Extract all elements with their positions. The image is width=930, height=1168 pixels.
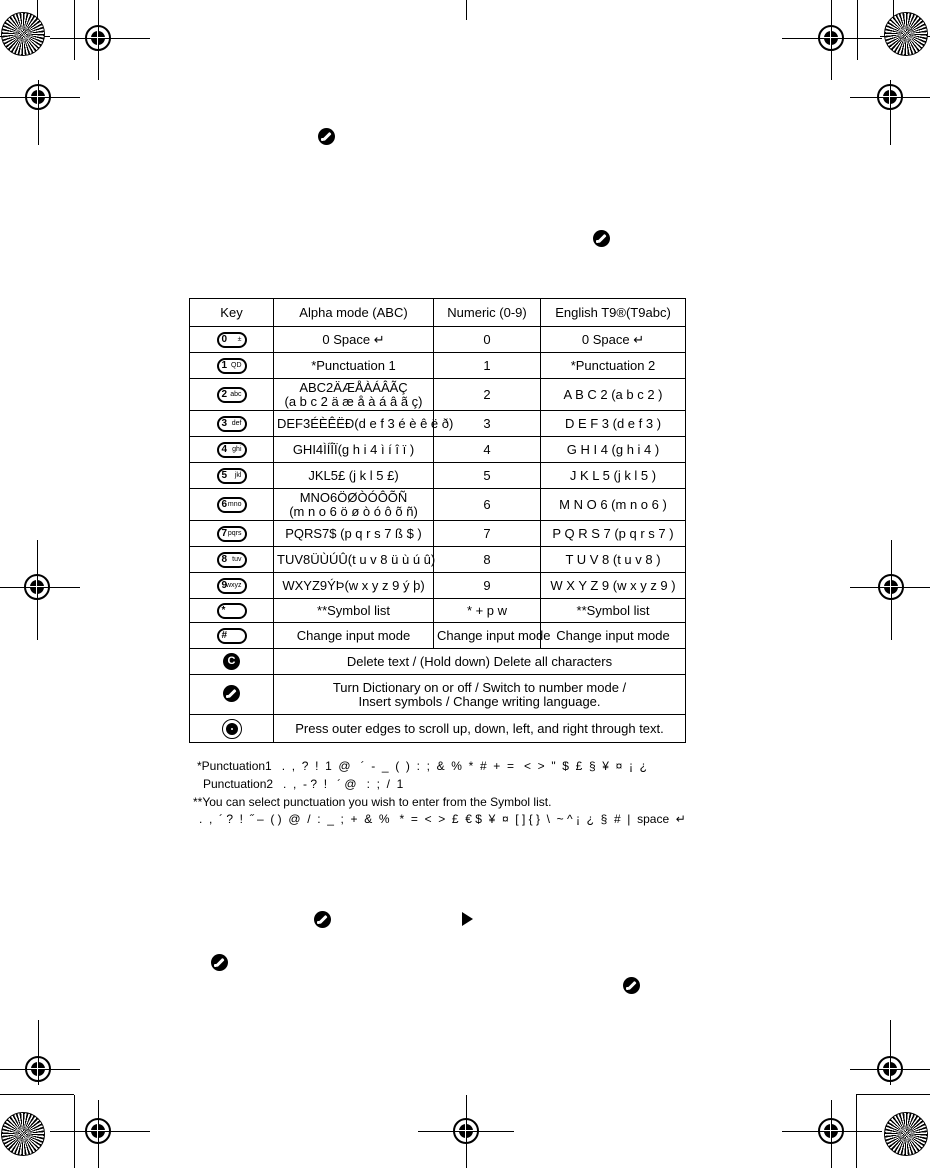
key-cell xyxy=(190,649,274,675)
key-cell xyxy=(190,521,274,547)
registration-mark-icon xyxy=(818,25,844,51)
color-wheel-icon xyxy=(1,12,45,56)
span-cell: Delete text / (Hold down) Delete all characters xyxy=(274,649,686,675)
table-row xyxy=(190,599,686,623)
table-row xyxy=(190,675,686,715)
t9-cell: J K L 5 (j k l 5 ) xyxy=(541,463,686,489)
footnote-punctuation-1: *Punctuation1 . , ? ! 1 @ ´ - _ ( ) : ; & % * # + = < > " $ £ § ¥ ¤ ¡ ¿ xyxy=(197,759,647,773)
alpha-cell: **Symbol list xyxy=(274,599,434,623)
table-row xyxy=(190,521,686,547)
footnote-symbol-list: . , ´ ? ! ˝ – ( ) @ / : _ ; + & % * = < > £ € $ ¥ ¤ [ ] { } \ ~ ^ ¡ ¿ § # | space ↵ xyxy=(199,812,686,826)
key-cell xyxy=(190,353,274,379)
t9-cell: Change input mode xyxy=(541,623,686,649)
key-cell xyxy=(190,411,274,437)
alpha-cell: MNO6ÖØÒÓÔÕÑ (m n o 6 ö ø ò ó ô õ ñ) xyxy=(274,489,434,521)
table-row xyxy=(190,623,686,649)
numeric-cell: 6 xyxy=(434,489,541,521)
c-button-icon: C xyxy=(223,653,240,670)
key-input-table xyxy=(189,298,686,743)
numeric-cell: 1 xyxy=(434,353,541,379)
phone-key-0-icon: 0 ± xyxy=(217,332,247,348)
alpha-cell: WXYZ9ÝÞ(w x y z 9 ý þ) xyxy=(274,573,434,599)
numeric-cell: 8 xyxy=(434,547,541,573)
registration-mark-icon xyxy=(818,1118,844,1144)
phone-key-3-icon: 3 def xyxy=(217,416,247,432)
table-row xyxy=(190,379,686,411)
alpha-cell: ABC2ÄÆÅÀÁÂÃÇ (a b c 2 ä æ å à á â ã ç) xyxy=(274,379,434,411)
dictionary-pencil-icon xyxy=(623,977,640,994)
table-row xyxy=(190,437,686,463)
crop-mark xyxy=(856,1094,930,1095)
table-row xyxy=(190,715,686,743)
dictionary-pencil-icon xyxy=(593,230,610,247)
table-row xyxy=(190,489,686,521)
key-cell xyxy=(190,573,274,599)
registration-mark-icon xyxy=(878,574,904,600)
key-cell xyxy=(190,675,274,715)
registration-mark-icon xyxy=(877,1056,903,1082)
phone-key-10-icon: * xyxy=(217,603,247,619)
alpha-cell: Change input mode xyxy=(274,623,434,649)
key-cell xyxy=(190,623,274,649)
phone-key-5-icon: 5 jkl xyxy=(217,468,247,484)
crop-mark xyxy=(74,0,75,60)
key-cell xyxy=(190,327,274,353)
registration-mark-icon xyxy=(85,25,111,51)
t9-cell: 0 Space ↵ xyxy=(541,327,686,353)
key-cell xyxy=(190,379,274,411)
phone-key-2-icon: 2 abc xyxy=(217,387,247,403)
alpha-cell: GHI4ÌÍÎÏ(g h i 4 ì í î ï ) xyxy=(274,437,434,463)
phone-key-4-icon: 4 ghi xyxy=(217,442,247,458)
t9-cell: **Symbol list xyxy=(541,599,686,623)
dictionary-pencil-icon xyxy=(223,685,240,705)
footnote-punctuation-2: Punctuation2 . , - ? ! ´ @ : ; / 1 xyxy=(203,777,404,791)
table-row xyxy=(190,353,686,379)
footnote-symbol-note: **You can select punctuation you wish to enter from the Symbol list. xyxy=(193,795,552,809)
t9-cell: M N O 6 (m n o 6 ) xyxy=(541,489,686,521)
color-wheel-icon xyxy=(1,1112,45,1156)
numeric-cell: 9 xyxy=(434,573,541,599)
numeric-cell: 7 xyxy=(434,521,541,547)
alpha-cell: JKL5£ (j k l 5 £) xyxy=(274,463,434,489)
t9-cell: W X Y Z 9 (w x y z 9 ) xyxy=(541,573,686,599)
span-cell: Press outer edges to scroll up, down, left, and right through text. xyxy=(274,715,686,743)
t9-cell: A B C 2 (a b c 2 ) xyxy=(541,379,686,411)
table-row xyxy=(190,649,686,675)
t9-cell: P Q R S 7 (p q r s 7 ) xyxy=(541,521,686,547)
phone-key-8-icon: 8 tuv xyxy=(217,552,247,568)
alpha-cell: 0 Space ↵ xyxy=(274,327,434,353)
dictionary-pencil-icon xyxy=(211,954,228,971)
table-header-row xyxy=(190,299,686,327)
numeric-cell: 5 xyxy=(434,463,541,489)
registration-mark-icon xyxy=(24,574,50,600)
table-row xyxy=(190,573,686,599)
numeric-cell: 4 xyxy=(434,437,541,463)
key-cell xyxy=(190,463,274,489)
table-row xyxy=(190,463,686,489)
registration-mark-icon xyxy=(25,1056,51,1082)
header-numeric: Numeric (0-9) xyxy=(434,299,541,327)
crop-mark xyxy=(0,1094,74,1095)
numeric-cell: Change input mode xyxy=(434,623,541,649)
numeric-cell: 0 xyxy=(434,327,541,353)
color-wheel-icon xyxy=(884,12,928,56)
dictionary-pencil-icon xyxy=(318,128,335,145)
phone-key-11-icon: # xyxy=(217,628,247,644)
dictionary-pencil-icon xyxy=(314,911,331,928)
numeric-cell: * + p w xyxy=(434,599,541,623)
registration-mark-icon xyxy=(25,84,51,110)
crop-mark xyxy=(466,0,467,20)
numeric-cell: 3 xyxy=(434,411,541,437)
alpha-cell: *Punctuation 1 xyxy=(274,353,434,379)
color-wheel-icon xyxy=(884,1112,928,1156)
navigation-key-icon xyxy=(222,719,242,739)
crop-mark xyxy=(857,0,858,60)
phone-key-9-icon: 9 wxyz xyxy=(217,578,247,594)
key-cell xyxy=(190,599,274,623)
alpha-cell: TUV8ÜÙÚÛ(t u v 8 ü ù ú û) xyxy=(274,547,434,573)
phone-key-7-icon: 7 pqrs xyxy=(217,526,247,542)
numeric-cell: 2 xyxy=(434,379,541,411)
registration-mark-icon xyxy=(85,1118,111,1144)
table-row xyxy=(190,411,686,437)
registration-mark-icon xyxy=(877,84,903,110)
table-row xyxy=(190,547,686,573)
alpha-cell: PQRS7$ (p q r s 7 ß $ ) xyxy=(274,521,434,547)
alpha-cell: DEF3ÉÈÊËÐ(d e f 3 é è ê ë ð) xyxy=(274,411,434,437)
key-cell xyxy=(190,547,274,573)
phone-key-6-icon: 6 mno xyxy=(217,497,247,513)
header-alpha: Alpha mode (ABC) xyxy=(274,299,434,327)
table-row xyxy=(190,327,686,353)
t9-cell: D E F 3 (d e f 3 ) xyxy=(541,411,686,437)
t9-cell: G H I 4 (g h i 4 ) xyxy=(541,437,686,463)
header-key: Key xyxy=(190,299,274,327)
registration-mark-icon xyxy=(453,1118,479,1144)
span-cell: Turn Dictionary on or off / Switch to number mode / Insert symbols / Change writing language. xyxy=(274,675,686,715)
phone-key-1-icon: 1 QD xyxy=(217,358,247,374)
key-cell xyxy=(190,489,274,521)
right-arrow-icon xyxy=(462,912,473,926)
key-cell xyxy=(190,715,274,743)
t9-cell: T U V 8 (t u v 8 ) xyxy=(541,547,686,573)
t9-cell: *Punctuation 2 xyxy=(541,353,686,379)
key-cell xyxy=(190,437,274,463)
header-t9: English T9®(T9abc) xyxy=(541,299,686,327)
